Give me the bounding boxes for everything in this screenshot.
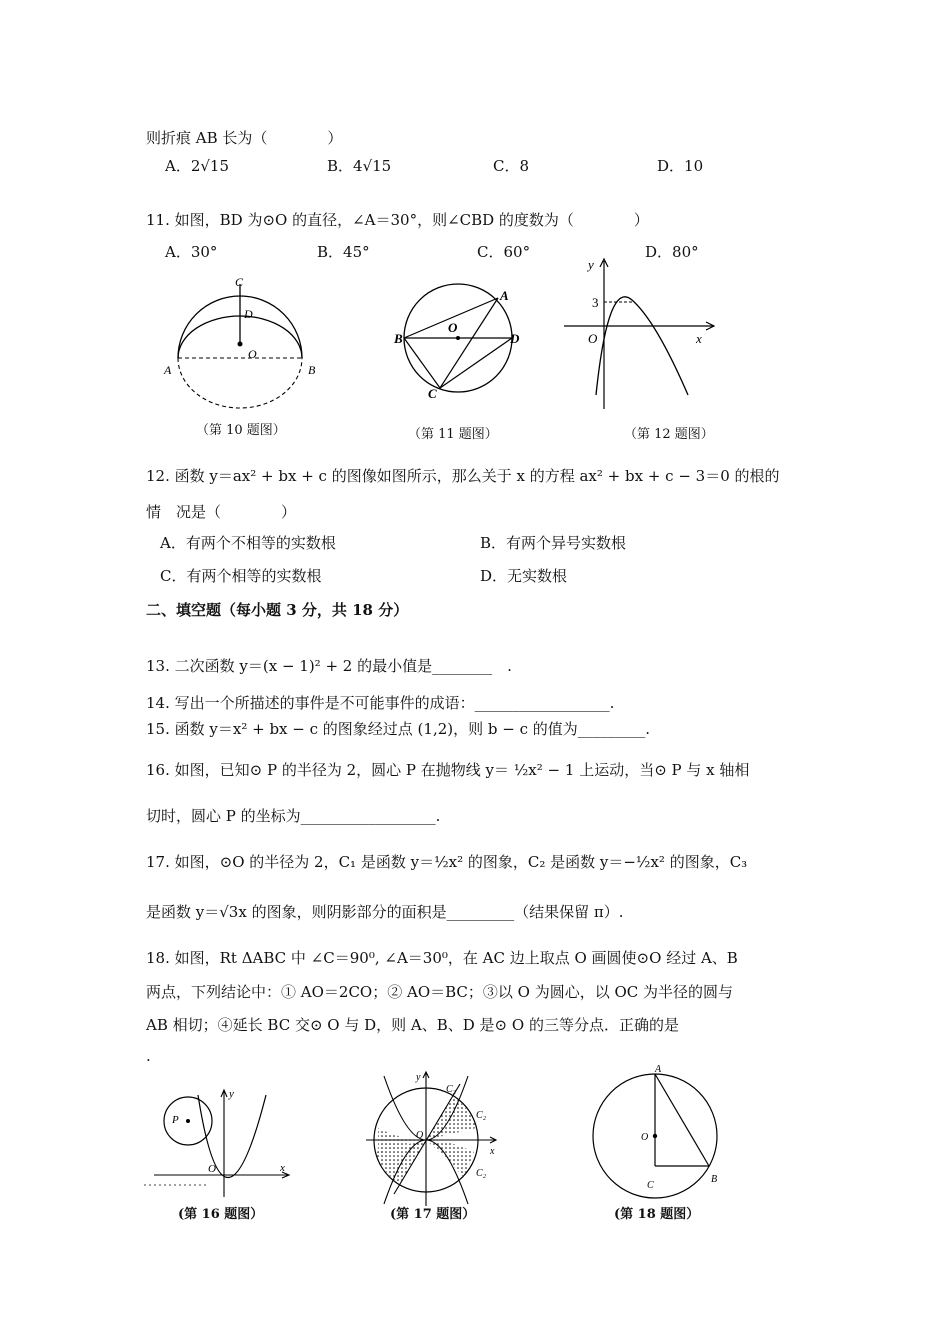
fig18-label-a: A [655,1064,662,1075]
fig10-label-d: D [244,307,253,321]
figure-10 [160,270,320,410]
q13: 13. 二次函数 y＝(x − 1)² + 2 的最小值是________ . [146,657,512,675]
q10-option-d: D．10 [657,157,704,175]
q12-option-c: C．有两个相等的实数根 [160,567,322,585]
fig17-label-x: x [490,1146,495,1157]
section-heading: 二、填空题（每小题 3 分，共 18 分） [146,601,409,619]
q10-option-c: C．8 [493,157,530,175]
fig10-label-a: A [164,363,172,377]
fig11-label-b: B [394,331,403,346]
q12-option-a: A．有两个不相等的实数根 [160,534,336,552]
figure-11 [390,282,530,402]
fig16-label-x: x [280,1162,285,1174]
q17-line1: 17. 如图，⊙O 的半径为 2，C₁ 是函数 y＝½x² 的图象，C₂ 是函数 y＝−½x² 的图象，C₃ [146,853,748,871]
fig18-label-c: C [647,1180,654,1191]
fig16-label-y: y [229,1088,234,1100]
fig12-label-y: y [588,257,594,272]
fig17-label-c3: C₃ [446,1084,457,1095]
fig10-label-b: B [308,363,316,377]
q11-stem: 11. 如图，BD 为⊙O 的直径，∠A＝30°，则∠CBD 的度数为（ ） [146,211,649,229]
q11-option-c: C．60° [477,243,531,261]
fig11-label-d: D [510,331,520,346]
q11-option-a: A．30° [165,243,218,261]
fig18-caption: (第 18 题图） [614,1207,700,1222]
figure-17 [364,1070,504,1210]
q10-stem: 则折痕 AB 长为（ ） [146,129,343,147]
fig10-label-c: C [235,275,244,289]
fig18-label-b: B [711,1174,718,1185]
q11-option-d: D．80° [645,243,699,261]
figure-12 [560,255,720,415]
fig16-caption: (第 16 题图） [178,1207,264,1222]
q12-option-d: D．无实数根 [480,567,568,585]
fig10-label-o: O [248,347,257,361]
q16-line1: 16. 如图，已知⊙ P 的半径为 2，圆心 P 在抛物线 y＝ ½x² − 1 上运动，当⊙ P 与 x 轴相 [146,761,750,779]
fig12-label-o: O [588,331,598,346]
fig16-label-o: O [208,1163,216,1175]
q12-stem-line2: 情 况是（ ） [146,503,297,521]
q16-line2: 切时，圆心 P 的坐标为__________________. [146,807,441,825]
fig17-caption: (第 17 题图） [390,1207,476,1222]
fig11-caption: （第 11 题图） [408,427,498,442]
q18-line3: AB 相切；④延长 BC 交⊙ O 与 D，则 A、B、D 是⊙ O 的三等分点．正确的是 [146,1016,679,1034]
q18-line2: 两点，下列结论中：① AO＝2CO；② AO＝BC；③以 O 为圆心，以 OC 为半径的圆与 [146,983,734,1001]
q10-option-b: B．4√15 [327,157,392,175]
q11-option-b: B．45° [317,243,370,261]
fig12-label-3: 3 [592,295,599,310]
q10-option-a: A．2√15 [165,157,230,175]
figure-18 [585,1060,735,1200]
q15: 15. 函数 y＝x² + bx − c 的图象经过点 (1,2)，则 b − c 的值为_________. [146,720,651,738]
q12-option-b: B．有两个异号实数根 [480,534,627,552]
q12-stem-line1: 12. 函数 y＝ax² + bx + c 的图像如图所示，那么关于 x 的方程 ax² + bx + c − 3＝0 的根的 [146,467,780,485]
fig11-label-c: C [428,386,437,401]
fig17-label-y: y [416,1072,421,1083]
fig11-label-a: A [500,288,509,303]
fig10-caption: （第 10 题图） [196,423,286,438]
fig11-label-o: O [448,320,458,335]
fig12-label-x: x [696,331,702,346]
q17-line2: 是函数 y＝√3x 的图象，则阴影部分的面积是_________（结果保留 π）. [146,903,624,921]
fig16-label-p: P [172,1114,179,1126]
fig17-label-o: O [416,1130,424,1141]
fig17-label-c2-bottom: C₂ [476,1168,487,1179]
fig18-label-o: O [641,1132,649,1143]
q18-line1: 18. 如图，Rt ΔABC 中 ∠C＝90⁰, ∠A＝30⁰，在 AC 边上取点 O 画圆使⊙O 经过 A、B [146,949,738,967]
q14: 14. 写出一个所描述的事件是不可能事件的成语：__________________. [146,694,615,712]
fig12-caption: （第 12 题图） [624,427,714,442]
fig17-label-c2-top: C₂ [476,1110,487,1121]
figure-16 [140,1085,300,1205]
q18-line4: . [146,1047,151,1065]
